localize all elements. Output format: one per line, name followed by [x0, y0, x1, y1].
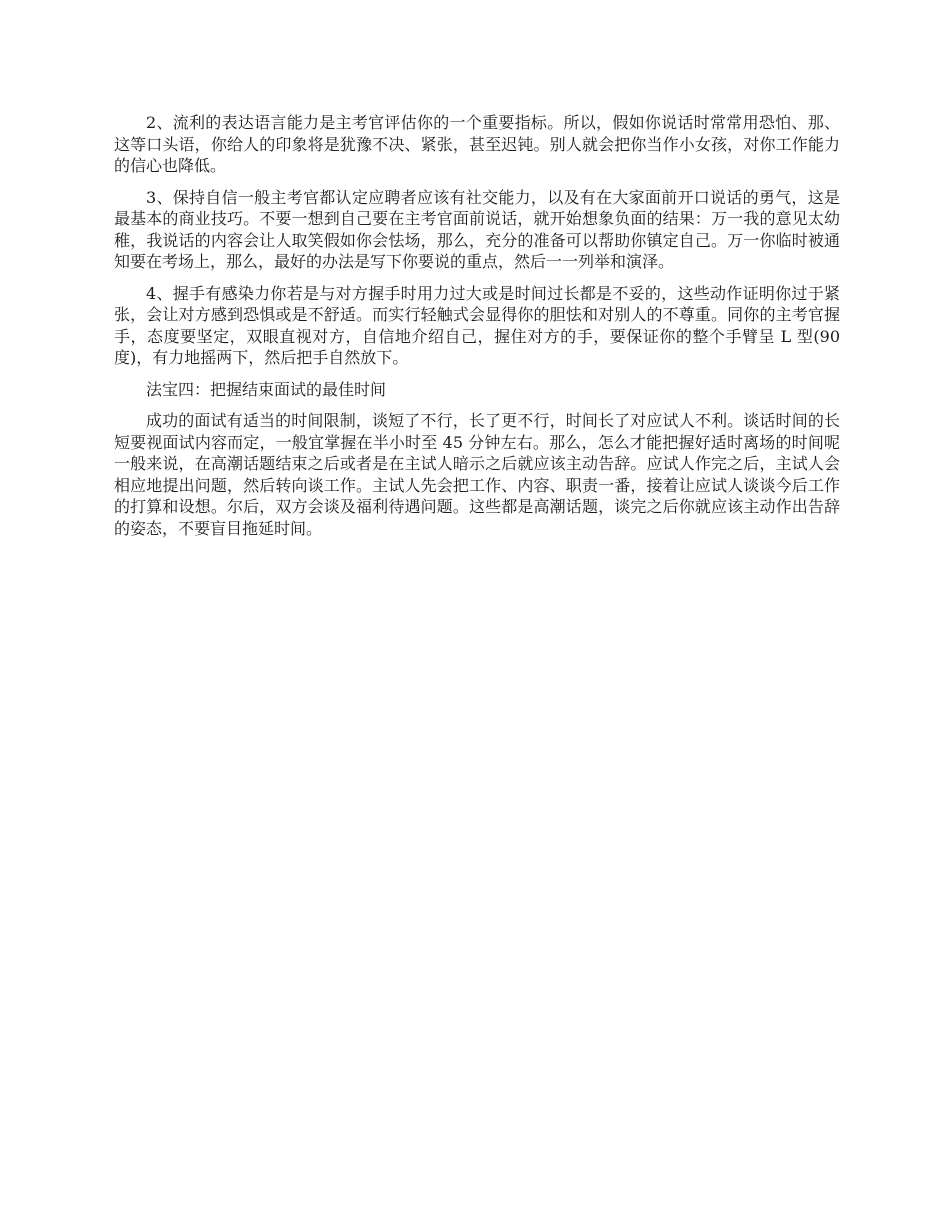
paragraph-self-confidence: 3、保持自信一般主考官都认定应聘者应该有社交能力，以及有在大家面前开口说话的勇气，这是最基本的商业技巧。不要一想到自己要在主考官面前说话，就开始想象负面的结果：万一我的意见太幼稚，我说话的内容会让人取笑假如你会怯场，那么，充分的准备可以帮助你镇定自己。万一你临时被通知要在考场上，那么，最好的办法是写下你要说的重点，然后一一列举和演泽。 — [114, 187, 840, 271]
paragraph-interview-timing: 成功的面试有适当的时间限制，谈短了不行，长了更不行，时间长了对应试人不利。谈话时间的长短要视面试内容而定，一般宜掌握在半小时至 45 分钟左右。那么，怎么才能把握好适时离场的时间呢一般来说，在高潮话题结束之后或者是在主试人暗示之后就应该主动告辞。应试人作完之后，主试人会相应地提出问题，然后转向谈工作。主试人先会把工作、内容、职责一番，接着让应试人谈谈今后工作的打算和设想。尔后，双方会谈及福利待遇问题。这些都是高潮话题，谈完之后你就应该主动作出告辞的姿态，不要盲目拖延时间。 — [114, 411, 840, 538]
document-page — [114, 112, 840, 549]
section-heading-method-four: 法宝四：把握结束面试的最佳时间 — [146, 379, 387, 399]
paragraph-fluent-expression: 2、流利的表达语言能力是主考官评估你的一个重要指标。所以，假如你说话时常常用恐怕、那、这等口头语，你给人的印象将是犹豫不决、紧张，甚至迟钝。别人就会把你当作小女孩，对你工作能力的信心也降低。 — [114, 113, 840, 175]
paragraph-handshake: 4、握手有感染力你若是与对方握手时用力过大或是时间过长都是不妥的，这些动作证明你过于紧张，会让对方感到恐惧或是不舒适。而实行轻触式会显得你的胆怯和对别人的不尊重。同你的主考官握手，态度要坚定，双眼直视对方，自信地介绍自己，握住对方的手，要保证你的整个手臂呈 L 型(90 度)，有力地摇两下，然后把手自然放下。 — [114, 283, 840, 367]
